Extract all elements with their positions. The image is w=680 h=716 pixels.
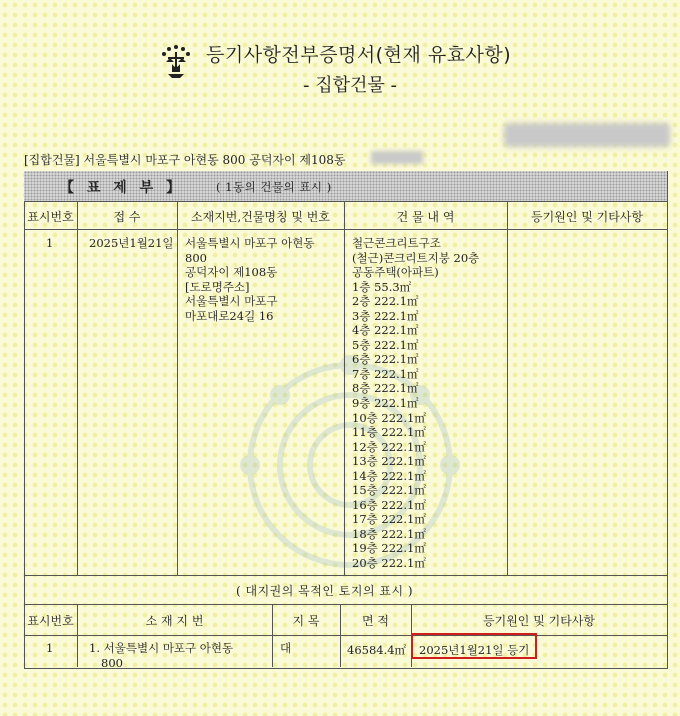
- redacted-area: [504, 123, 670, 147]
- received-date: 2025년1월21일: [89, 236, 174, 250]
- building-details: 철근콘크리트구조 (철근)콘크리트지붕 20층 공동주택(아파트) 1층 55.3㎡ 2층 222.1㎡ 3층 222.1㎡ 4층 222.1㎡ 5층 222.1㎡ 6층 222.1㎡ 7층 222.1㎡ 8층 222.1㎡ 9층 222.1㎡ 10층 222.1㎡ 11층 222.1㎡ 12층 222.1㎡ 13층 222.1㎡ 14층 222.1㎡ 15층 222.1㎡ 16층 222.1㎡ 17층 222.1㎡ 18층 222.1㎡ 19층 222.1㎡ 20층 222.1㎡: [352, 236, 480, 571]
- redacted-area: [371, 151, 423, 164]
- location-text: 서울특별시 마포구 아현동 800 공덕자이 제108동 [도로명주소] 서울특별시 마포구 마포대로24길 16: [185, 236, 315, 323]
- highlight-box: [411, 633, 537, 659]
- land-column-header-category: 지 목: [292, 614, 320, 628]
- document-subtitle: - 집합건물 -: [303, 75, 397, 96]
- column-header-remarks: 등기원인 및 기타사항: [531, 210, 643, 224]
- column-header-received: 접 수: [113, 210, 141, 224]
- column-header-number: 표시번호: [27, 210, 74, 224]
- land-remarks: 2025년1월21일 등기: [419, 643, 530, 657]
- land-column-header-remarks: 등기원인 및 기타사항: [483, 614, 595, 628]
- property-address-line: [집합건물] 서울특별시 마포구 아현동 800 공덕자이 제108동: [24, 153, 346, 167]
- section-subtitle: ( 1동의 건물의 표시 ): [216, 180, 332, 194]
- column-header-location: 소재지번,건물명칭 및 번호: [191, 210, 330, 224]
- land-column-header-location: 소 재 지 번: [145, 614, 204, 628]
- land-area: 46584.4㎡: [347, 643, 407, 657]
- court-seal-icon: [158, 42, 194, 80]
- land-category: 대: [280, 641, 292, 655]
- section-title-pyojebu: 【 표 제 부 】: [60, 180, 185, 196]
- land-row-number: 1: [46, 641, 54, 655]
- land-location: 1. 서울특별시 마포구 아현동 800: [89, 641, 234, 670]
- row-number: 1: [46, 236, 54, 250]
- land-column-header-number: 표시번호: [27, 614, 74, 628]
- land-column-header-area: 면 적: [362, 614, 389, 628]
- document-title: 등기사항전부증명서(현재 유효사항): [206, 44, 512, 66]
- column-header-building-details: 건 물 내 역: [396, 210, 455, 224]
- land-section-title: ( 대지권의 목적인 토지의 표시 ): [236, 584, 414, 598]
